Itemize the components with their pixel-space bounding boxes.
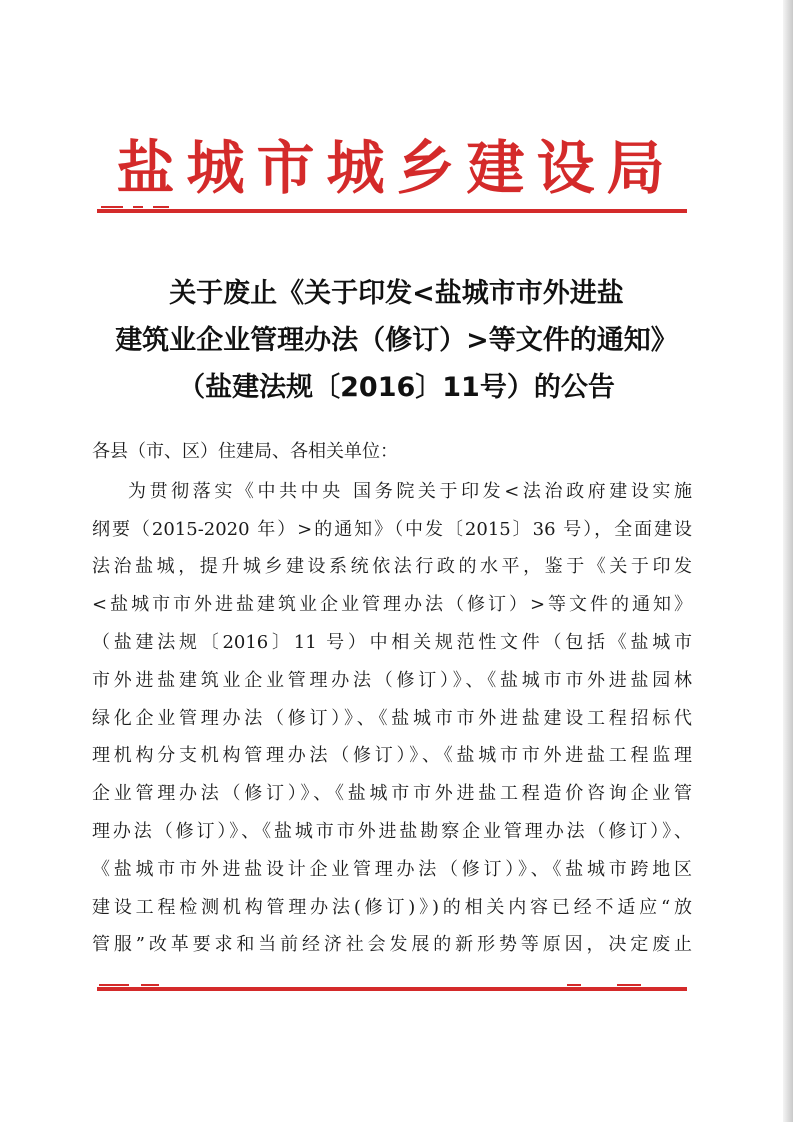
rule-speck [153,206,169,208]
notice-title [60,270,733,411]
title-line-1: 关于废止《关于印发<盐城市市外进盐 [169,278,624,309]
body-line: 建设工程检测机构管理办法(修订)》)的相关内容已经不适应“放 [92,896,692,918]
body-line: 为贯彻落实《中共中央 国务院关于印发<法治政府建设实施 [128,480,692,502]
body-line: 纲要（2015-2020 年）>的通知》（中发〔2015〕36 号），全面建设 [92,518,692,540]
footer-red-rule [97,987,687,991]
body-line: 理办法（修订）》、《盐城市市外进盐勘察企业管理办法（修订）》、 [92,820,692,842]
rule-speck [567,984,581,986]
body-line: 市外进盐建筑业企业管理办法（修订）》、《盐城市市外进盐园林 [92,669,692,691]
rule-speck [617,984,641,986]
rule-speck [101,206,123,208]
body-line: 管服”改革要求和当前经济社会发展的新形势等原因，决定废止 [92,934,692,956]
salutation: 各县（市、区）住建局、各相关单位： [92,441,398,462]
body-line: （盐建法规〔2016〕11 号）中相关规范性文件（包括《盐城市 [92,631,692,653]
issuer-masthead: 盐城市城乡建设局 [116,134,677,202]
body-line: 理机构分支机构管理办法（修订）》、《盐城市市外进盐工程监理 [92,745,692,767]
body-line: 《盐城市市外进盐设计企业管理办法（修订）》、《盐城市跨地区 [92,858,692,880]
title-line-3: （盐建法规〔2016〕11号）的公告 [178,372,615,403]
title-line-2: 建筑业企业管理办法（修订）>等文件的通知》 [115,325,678,356]
body-line: <盐城市市外进盐建筑业企业管理办法（修订）>等文件的通知》 [92,594,692,616]
rule-speck [99,984,129,986]
rule-speck [133,206,143,208]
body-line: 企业管理办法（修订）》、《盐城市市外进盐工程造价咨询企业管 [92,783,692,805]
notice-body [92,433,692,964]
masthead-red-rule [97,209,687,213]
body-line: 法治盐城，提升城乡建设系统依法行政的水平，鉴于《关于印发 [92,556,692,578]
rule-speck [141,984,159,986]
body-line: 绿化企业管理办法（修订）》、《盐城市市外进盐建设工程招标代 [92,707,692,729]
